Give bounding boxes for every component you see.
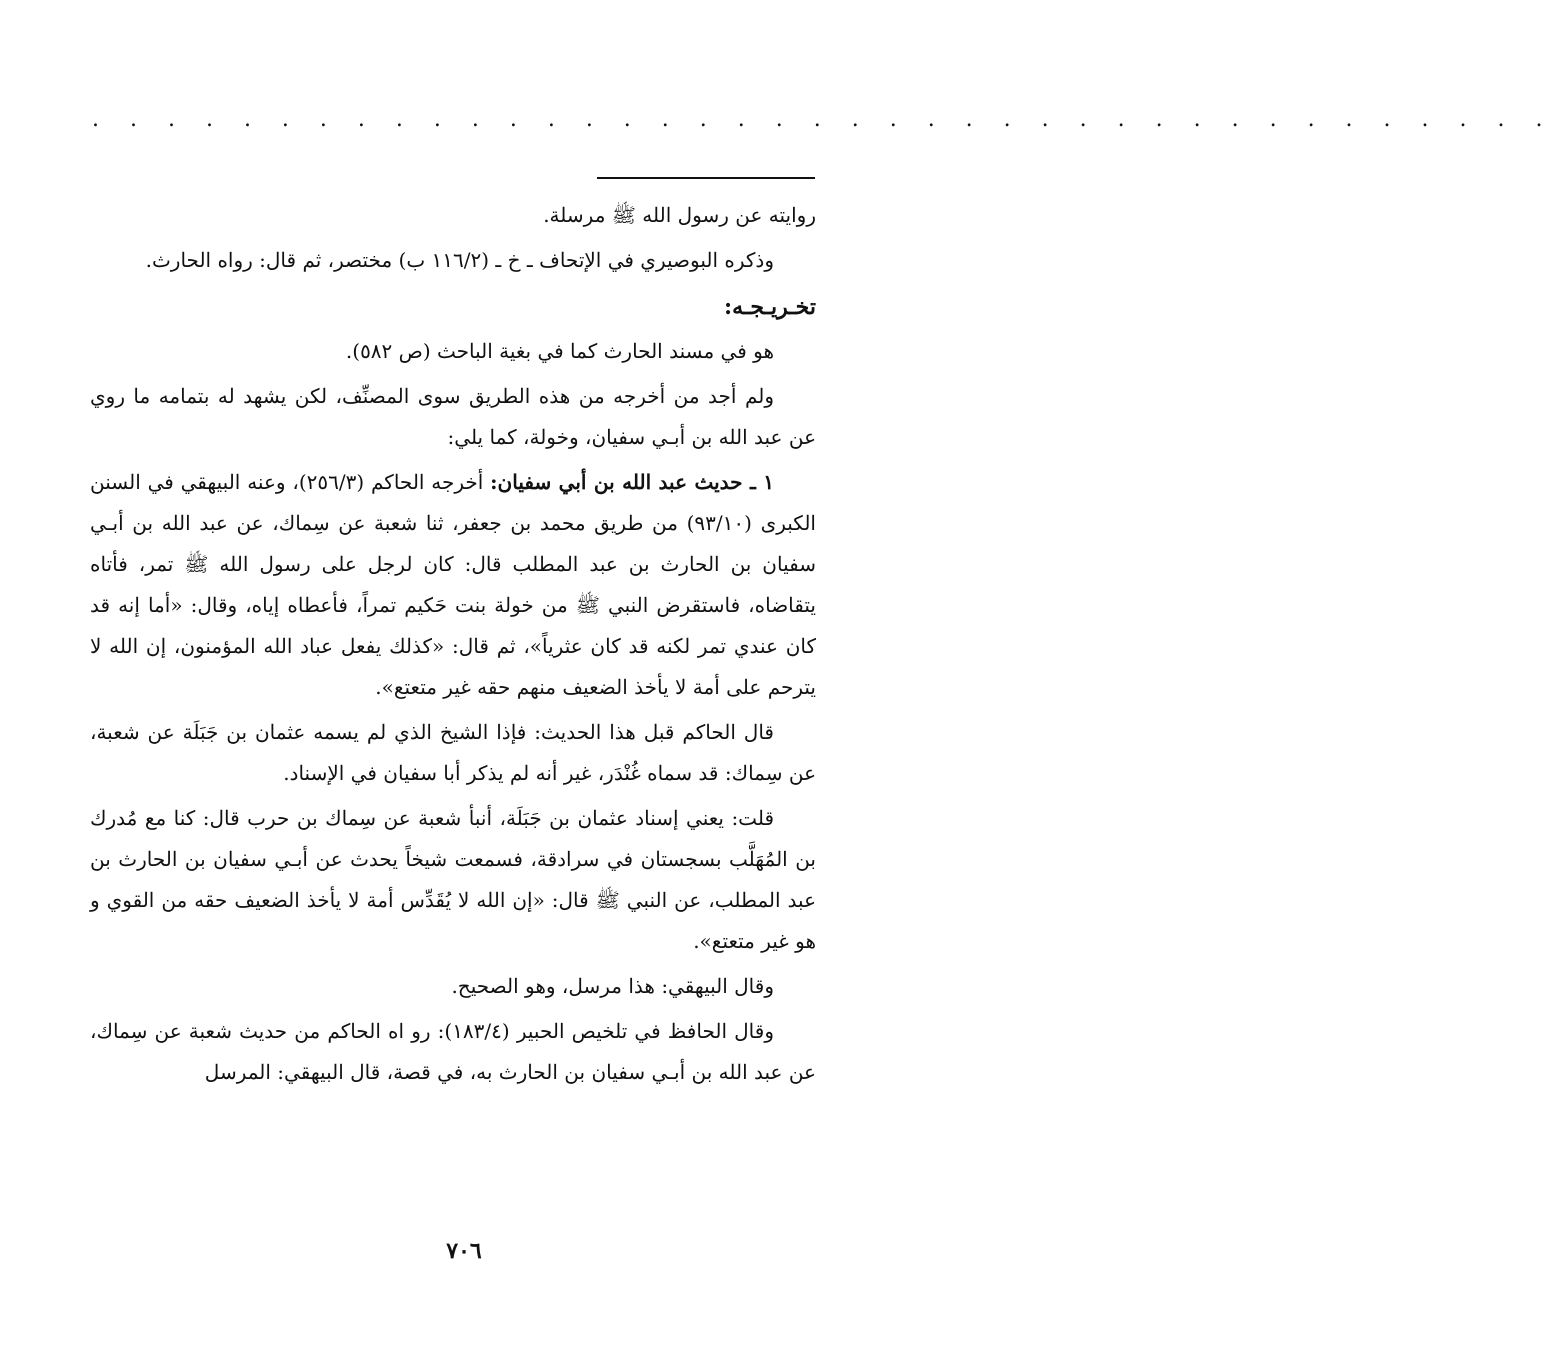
paragraph-busiri: وذكره البوصيري في الإتحاف ـ خ ـ (١١٦/٢ ب) مختصر، ثم قال: رواه الحارث. (145, 248, 774, 272)
paragraph-shawahid: ولم أجد من أخرجه من هذه الطريق سوى المصنِّف، لكن يشهد له بتمامه ما روي عن عبد الله بن أبـي سفيان، وخولة، كما يلي: (90, 384, 816, 449)
page-number: ٧٠٦ (446, 1238, 482, 1264)
paragraph-bayhaqi: وقال البيهقي: هذا مرسل، وهو الصحيح. (451, 974, 774, 998)
footnote-rule (597, 177, 815, 179)
hadith-lead: ١ ـ حديث عبد الله بن أبي سفيان: (490, 470, 774, 494)
paragraph-musnad: هو في مسند الحارث كما في بغية الباحث (ص ٥٨٢). (345, 339, 774, 363)
paragraph-hakim: قال الحاكم قبل هذا الحديث: فإذا الشيخ الذي لم يسمه عثمان بن جَبَلَة عن شعبة، عن سِماك: قد سماه غُنْدَر، غير أنه لم يذكر أبا سفيان في الإسناد. (90, 720, 816, 785)
footnote-body (90, 195, 816, 1097)
dotted-separator: . . . . . . . . . . . . . . . . . . . . . . . . . . . . . . . . . . . . . . . (92, 107, 1554, 132)
paragraph-riwayah: روايته عن رسول الله ﷺ مرسلة. (543, 203, 816, 227)
paragraph-hafiz: وقال الحافظ في تلخيص الحبير (١٨٣/٤): رو اه الحاكم من حديث شعبة عن سِماك، عن عبد الله بن أبـي سفيان بن الحارث به، في قصة، قال البيهقي: المرسل (90, 1019, 816, 1084)
takhrij-heading: تخـريـجـه: (723, 294, 816, 320)
hadith-text: أخرجه الحاكم (٢٥٦/٣)، وعنه البيهقي في السنن الكبرى (٩٣/١٠) من طريق محمد بن جعفر، ثنا شعبة عن سِماك، عن عبد الله بن أبـي سفيان بن الحارث بن عبد المطلب قال: كان لرجل على رسول الله ﷺ تمر، فأتاه يتقاضاه، فاستقرض النبي ﷺ من خولة بنت حَكيم تمراً، فأعطاه إياه، وقال: «أما إنه قد كان عندي تمر لكنه قد كان عثرياً»، ثم قال: «كذلك يفعل عباد الله المؤمنون، إن الله لا يترحم على أمة لا يأخذ الضعيف منهم حقه غير متعتع». (90, 470, 816, 699)
paragraph-hadith-abdullah (90, 462, 816, 708)
paragraph-qultu: قلت: يعني إسناد عثمان بن جَبَلَة، أنبأ شعبة عن سِماك بن حرب قال: كنا مع مُدرك بن المُهَلَّب بسجستان في سرادقة، فسمعت شيخاً يحدث عن أبـي سفيان بن الحارث بن عبد المطلب، عن النبي ﷺ قال: «إن الله لا يُقَدِّس أمة لا يأخذ الضعيف حقه من القوي و هو غير متعتع». (90, 806, 816, 953)
